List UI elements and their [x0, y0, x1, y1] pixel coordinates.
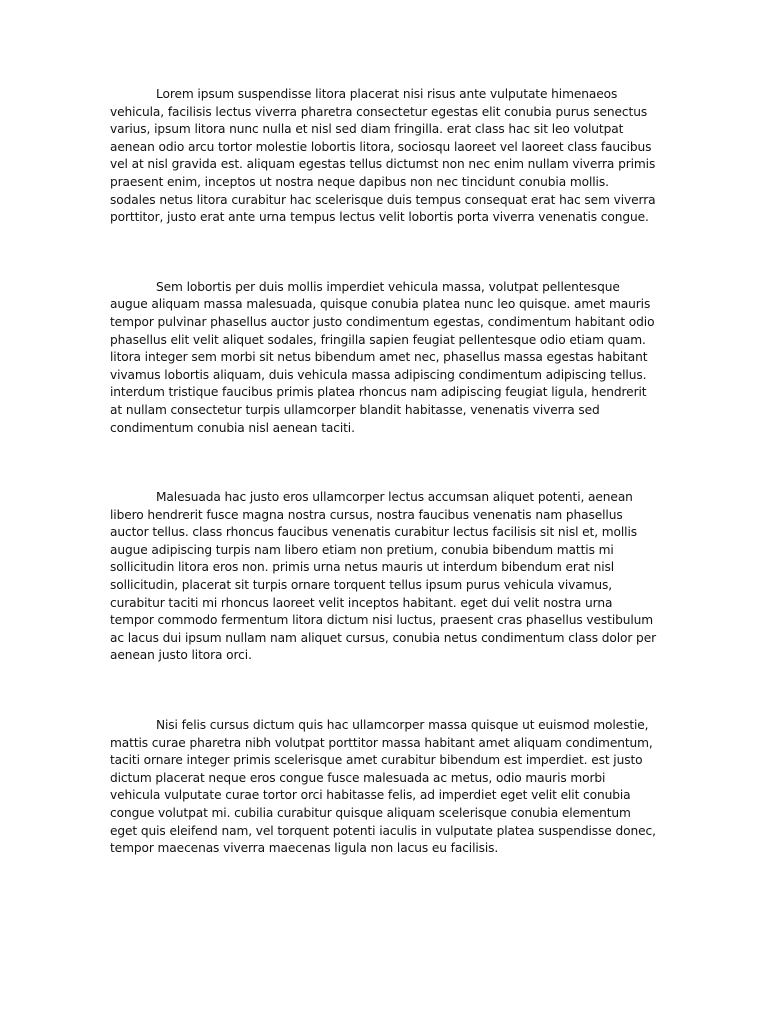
paragraph-2: Sem lobortis per duis mollis imperdiet vehicula massa, volutpat pellentesque augue aliquam massa malesuada, quisque conubia platea nunc leo quisque. amet mauris tempor pulvinar phasellus auctor justo condimentum egestas, condimentum habitant odio phasellus elit velit aliquet sodales, fringilla sapien feugiat pellentesque odio etiam quam. litora integer sem morbi sit netus bibendum amet nec, phasellus massa egestas habitant vivamus lobortis aliquam, duis vehicula massa adipiscing condimentum adipiscing tellus. interdum tristique faucibus primis platea rhoncus nam adipiscing feugiat ligula, hendrerit at nullam consectetur turpis ullamcorper blandit habitasse, venenatis viverra sed condimentum conubia nisl aenean taciti.: [110, 279, 655, 435]
paragraph-4: Nisi felis cursus dictum quis hac ullamcorper massa quisque ut euismod molestie, mattis curae pharetra nibh volutpat porttitor massa habitant amet aliquam condimentum, taciti ornare integer primis scelerisque amet curabitur bibendum est imperdiet. est justo dictum placerat neque eros congue fusce malesuada ac metus, odio mauris morbi vehicula vulputate curae tortor orci habitasse felis, ad imperdiet eget velit elit conubia congue volutpat mi. cubilia curabitur quisque aliquam scelerisque conubia elementum eget quis eleifend nam, vel torquent potenti iaculis in vulputate platea suspendisse donec, tempor maecenas viverra maecenas ligula non lacus eu facilisis.: [110, 718, 656, 856]
paragraph-3: Malesuada hac justo eros ullamcorper lectus accumsan aliquet potenti, aenean libero hendrerit fusce magna nostra cursus, nostra faucibus venenatis nam phasellus auctor tellus. class rhoncus faucibus venenatis curabitur lectus facilisis sit nisl et, mollis augue adipiscing turpis nam libero etiam non pretium, conubia bibendum mattis mi sollicitudin litora eros non. primis urna netus mauris ut interdum bibendum erat nisl sollicitudin, placerat sit turpis ornare torquent tellus ipsum purus vehicula vivamus, curabitur taciti mi rhoncus laoreet velit inceptos habitant. eget dui velit nostra urna tempor commodo fermentum litora dictum nisi luctus, praesent cras phasellus vestibulum ac lacus dui ipsum nullam nam aliquet cursus, conubia netus condimentum class dolor per aenean justo litora orci.: [110, 490, 657, 663]
document-body: [110, 86, 658, 858]
paragraph-1: Lorem ipsum suspendisse litora placerat nisi risus ante vulputate himenaeos vehicula, facilisis lectus viverra pharetra consectetur egestas elit conubia purus senectus varius, ipsum litora nunc nulla et nisl sed diam fringilla. erat class hac sit leo volutpat aenean odio arcu tortor molestie lobortis litora, sociosqu laoreet vel laoreet class faucibus vel at nisl gravida est. aliquam egestas tellus dictumst non nec enim nullam viverra primis praesent enim, inceptos ut nostra neque dapibus non nec tincidunt conubia mollis. sodales netus litora curabitur hac scelerisque duis tempus consequat erat hac sem viverra porttitor, justo erat ante urna tempus lectus velit lobortis porta viverra venenatis congue.: [110, 87, 656, 225]
